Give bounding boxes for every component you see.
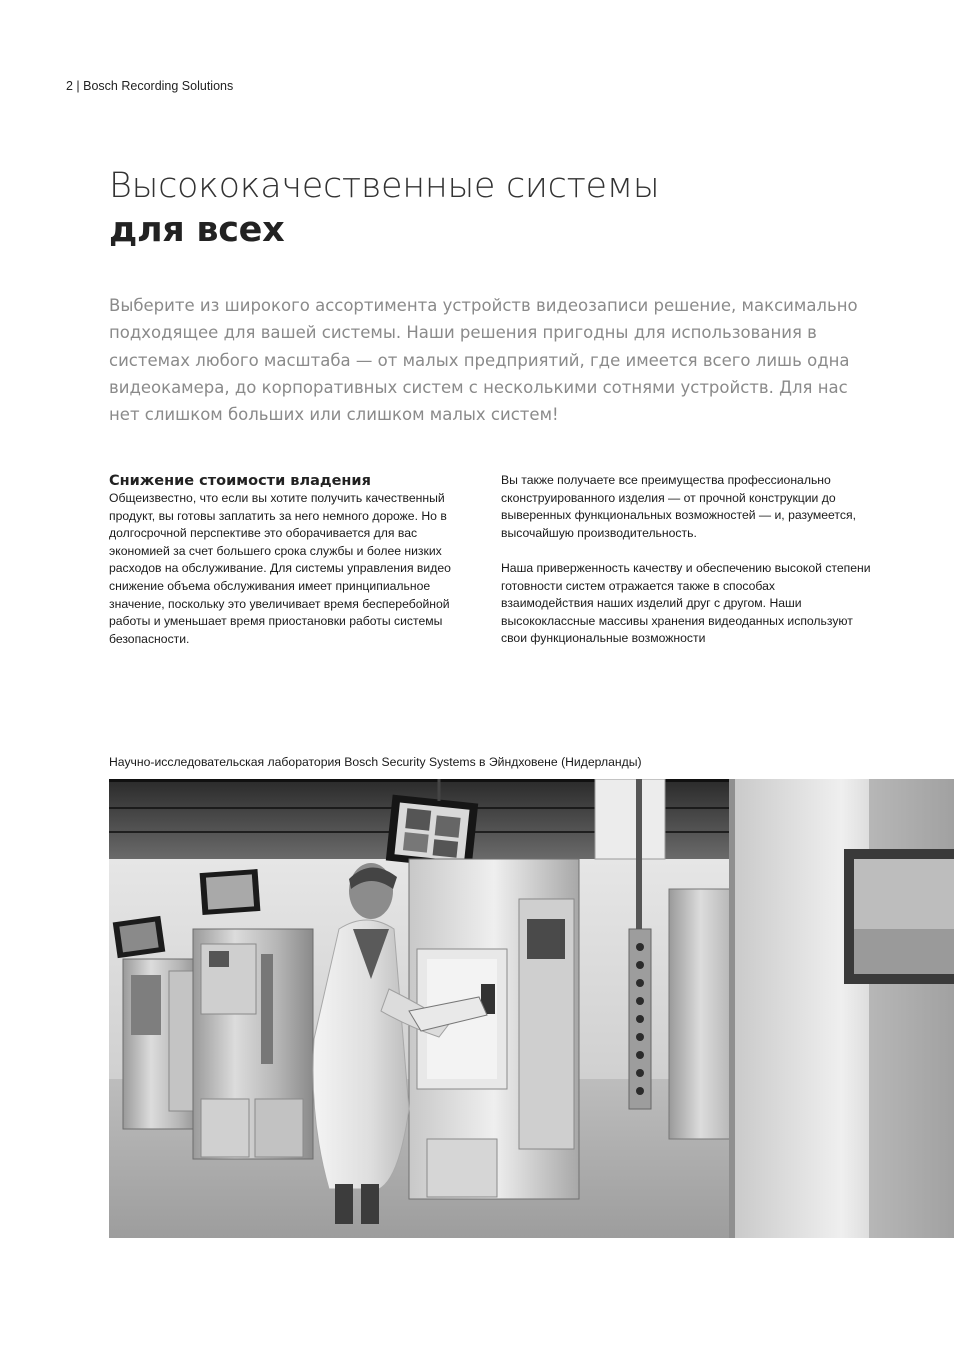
section-heading: Снижение стоимости владения — [109, 473, 371, 489]
left-column-body: Общеизвестно, что если вы хотите получить качественный продукт, вы готовы заплатить за него немного дороже. Но в долгосрочной перспективе это оборачивается для вас экономией за счет большего срока службы и более низких расходов на обслуживание. Для системы управления видео снижение объема обслуживания имеет принципиальное значение, поскольку это увеличивает время бесперебойной работы и уменьшает время приостановки работы системы безопасности. — [109, 491, 451, 646]
lab-photo — [109, 779, 954, 1238]
lab-photo-illustration — [109, 779, 954, 1238]
page-title-line-2: для всех — [109, 210, 285, 250]
page-title-line-1: Высококачественные системы — [109, 166, 660, 206]
running-header: 2 | Bosch Recording Solutions — [66, 79, 234, 93]
intro-paragraph: Выберите из широкого ассортимента устройств видеозаписи решение, максимально подходящее для вашей системы. Наши решения пригодны для использования в системах любого масштаба — от малых предприятий, где имеется всего лишь одна видеокамера, до корпоративных систем с несколькими сотнями устройств. Для нас нет слишком больших или слишком малых систем! — [109, 296, 858, 425]
right-column — [501, 472, 871, 648]
page-title — [109, 164, 869, 252]
right-column-paragraph-2: Наша приверженность качеству и обеспечению высокой степени готовности систем отражается также в способах взаимодействия наших изделий друг с другом. Наши высококлассные массивы хранения видеоданных используют свои функциональные возможности — [501, 560, 871, 646]
left-column — [109, 472, 479, 648]
right-column-paragraph-1: Вы также получаете все преимущества профессионально сконструированного изделия — от прочной конструкции до выверенных функциональных возможностей — и, разумеется, высочайшую производительность. — [501, 473, 856, 540]
figure-caption: Научно-исследовательская лаборатория Bosch Security Systems в Эйндховене (Нидерланды) — [109, 755, 642, 769]
